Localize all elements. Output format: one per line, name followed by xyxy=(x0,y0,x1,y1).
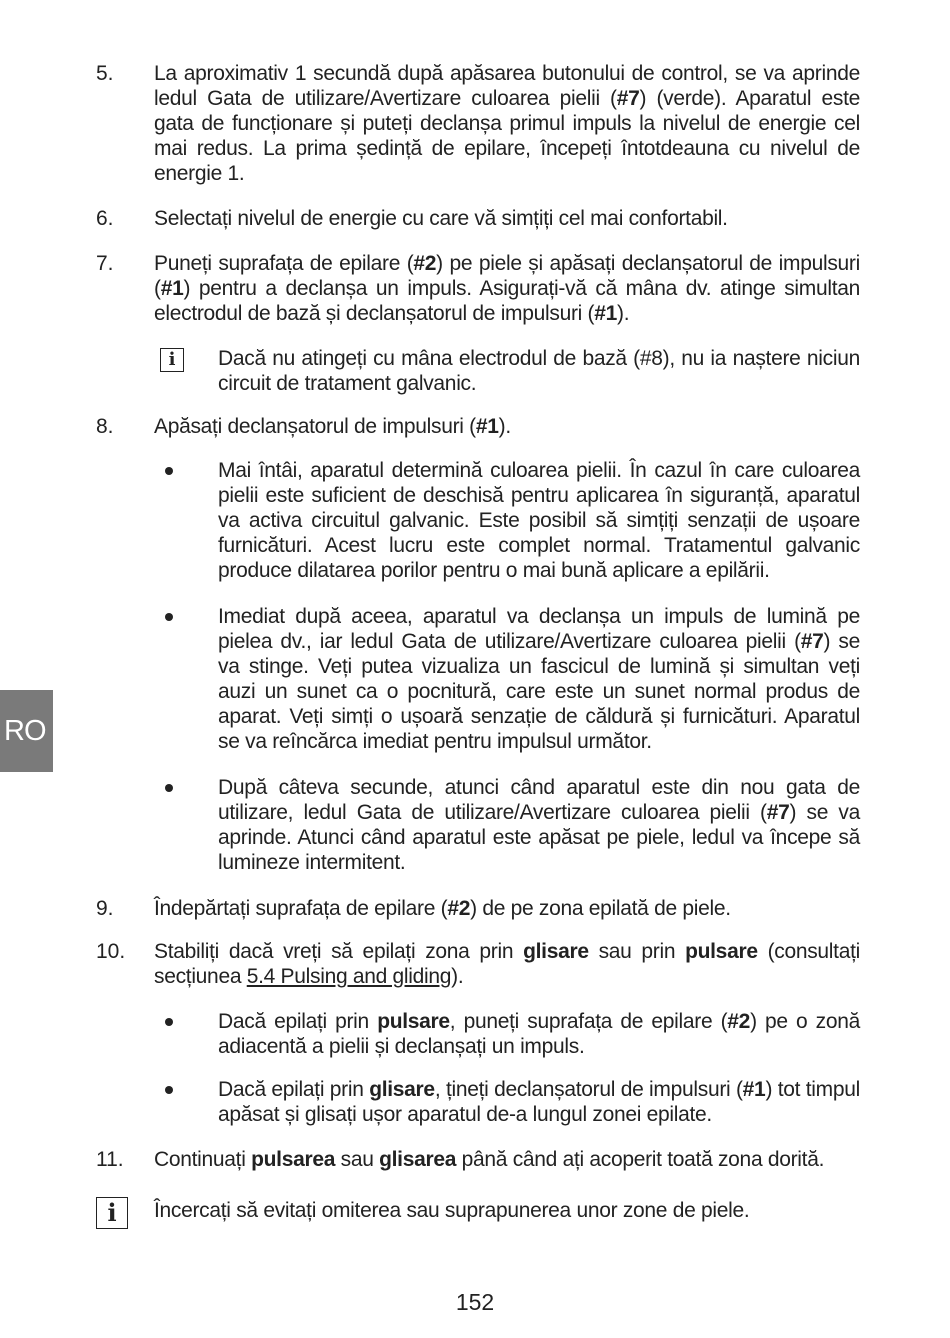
step-text: Îndepărtați suprafața de epilare (#2) de pe zona epilată de piele. xyxy=(154,897,731,920)
bullet-item xyxy=(160,604,860,754)
bullet-text: Mai întâi, aparatul determină culoarea pielii. În cazul în care culoarea pielii este suficient de deschisă pentru aplicarea în siguranță, aparatul va activa circuitul galvanic. Este posibil să simțiți senzații de ușoare furnicături. Acest lucru este complet normal. Tratamentul galvanic produce dilatarea porilor pentru o mai bună aplicare a epilării. xyxy=(218,459,860,582)
bullet-icon xyxy=(165,467,173,475)
step-number: 10. xyxy=(96,940,126,963)
bullet-item xyxy=(160,1009,860,1059)
bullet-icon xyxy=(165,613,173,621)
language-tab: RO xyxy=(0,690,53,772)
step-text: Selectați nivelul de energie cu care vă simțiți cel mai confortabil. xyxy=(154,207,728,230)
step-text: La aproximativ 1 secundă după apăsarea butonului de control, se va aprinde ledul Gata de utilizare/Avertizare culoarea pielii (#7) (verde). Aparatul este gata de funcționare și puteți declanșa primul impuls la nivelul de energie cel mai redus. La prima ședință de epilare, începeți întotdeauna cu nivelul de energie 1. xyxy=(154,62,860,185)
info-icon: i xyxy=(96,1197,128,1229)
step-number: 9. xyxy=(96,897,114,920)
step-text: Stabiliți dacă vreți să epilați zona prin glisare sau prin pulsare (consultați secțiunea 5.4 Pulsing and gliding). xyxy=(154,940,860,988)
bullet-item xyxy=(160,458,860,583)
step-number: 8. xyxy=(96,415,114,438)
step-9 xyxy=(96,896,860,921)
note-marker xyxy=(96,1197,154,1229)
step-text: Apăsați declanșatorul de impulsuri (#1). xyxy=(154,415,511,438)
step-8 xyxy=(96,414,860,439)
step-number: 6. xyxy=(96,207,114,230)
step-10 xyxy=(96,939,860,989)
bullet-icon xyxy=(165,1018,173,1026)
bullet-icon xyxy=(165,1086,173,1094)
step-6 xyxy=(96,206,860,231)
step-number: 7. xyxy=(96,252,114,275)
note-text: Dacă nu atingeți cu mâna electrodul de bază (#8), nu ia naștere niciun circuit de tratament galvanic. xyxy=(218,347,860,395)
bullet-icon xyxy=(165,784,173,792)
step-5 xyxy=(96,61,860,186)
section-link[interactable]: 5.4 Pulsing and gliding xyxy=(246,965,452,988)
note-marker xyxy=(160,346,218,372)
bullet-text: După câteva secunde, atunci când aparatul este din nou gata de utilizare, ledul Gata de utilizare/Avertizare culoarea pielii (#7) se va aprinde. Atunci când aparatul este apăsat pe piele, ledul va începe să lumineze intermitent. xyxy=(218,776,861,874)
step-11 xyxy=(96,1147,860,1172)
note-text: Încercați să evitați omiterea sau suprapunerea unor zone de piele. xyxy=(154,1199,750,1222)
info-icon: i xyxy=(160,348,184,372)
step-text: Puneți suprafața de epilare (#2) pe piele și apăsați declanșatorul de impulsuri (#1) pentru a declanșa un impuls. Asigurați-vă că mâna dv. atinge simultan electrodul de bază și declanșatorul de impulsuri (#1). xyxy=(154,252,860,325)
step-number: 11. xyxy=(96,1148,124,1171)
step-number: 5. xyxy=(96,62,114,85)
step-7 xyxy=(96,251,860,326)
note-final xyxy=(96,1198,860,1227)
bullet-text: Dacă epilați prin glisare, țineți declanșatorul de impulsuri (#1) tot timpul apăsat și glisați ușor aparatul de-a lungul zonei epilate. xyxy=(218,1078,860,1126)
bullet-item xyxy=(160,1077,860,1127)
note-step7 xyxy=(160,346,860,396)
bullet-item xyxy=(160,775,860,875)
page-number: 152 xyxy=(455,1289,495,1315)
step-text: Continuați pulsarea sau glisarea până când ați acoperit toată zona dorită. xyxy=(154,1148,825,1171)
bullet-text: Imediat după aceea, aparatul va declanșa un impuls de lumină pe pielea dv., iar ledul Gata de utilizare/Avertizare culoarea pielii (#7) se va stinge. Veți putea vizualiza un fascicul de lumină și simultan veți auzi un sunet ca o pocnitură, care este un sunet normal produs de aparat. Veți simți o ușoară senzație de căldură și furnicături. Aparatul se va reîncărca imediat pentru impulsul următor. xyxy=(218,605,860,753)
bullet-text: Dacă epilați prin pulsare, puneți suprafața de epilare (#2) pe o zonă adiacentă a pielii și declanșați un impuls. xyxy=(218,1010,861,1058)
